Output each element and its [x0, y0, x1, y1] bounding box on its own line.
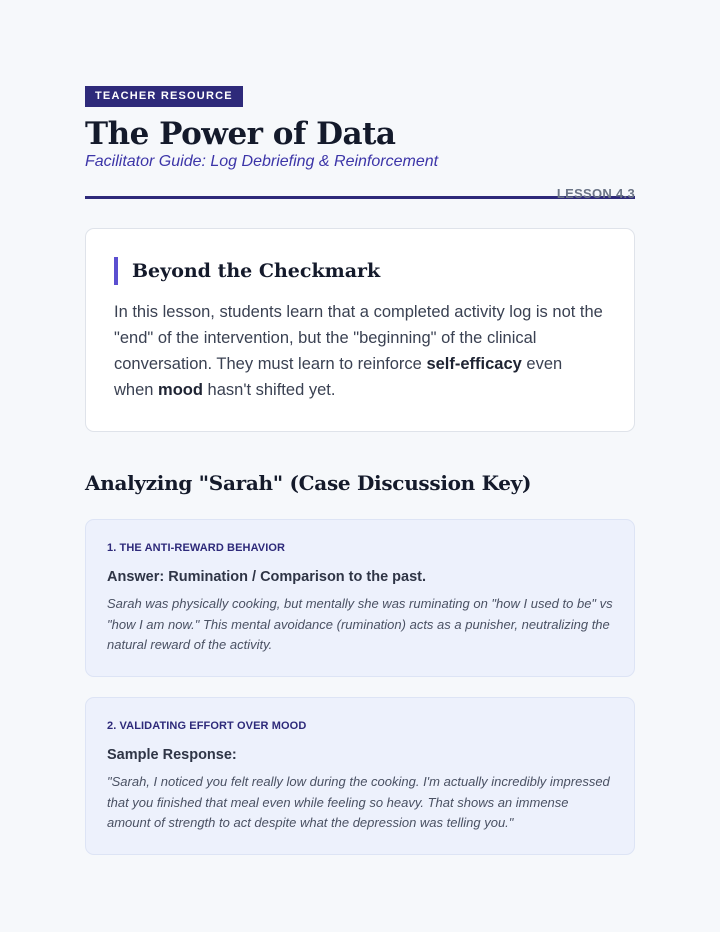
section-title: Analyzing "Sarah" (Case Discussion Key) — [85, 471, 532, 495]
card-label: 2. VALIDATING EFFORT OVER MOOD — [107, 720, 307, 732]
discussion-card-anti-reward — [85, 519, 635, 677]
resource-badge: TEACHER RESOURCE — [85, 86, 243, 107]
intro-heading: Beyond the Checkmark — [114, 257, 606, 285]
header-divider — [85, 196, 635, 199]
card-sample-response: "Sarah, I noticed you felt really low during the cooking. I'm actually incredibly impressed that you finished that meal even while feeling so heavy. That shows an immense amount of strength to act despite what the depression was telling you." — [107, 774, 610, 830]
card-answer: Sample Response: — [107, 747, 237, 763]
card-explanation: Sarah was physically cooking, but mentally she was ruminating on "how I used to be" vs "how I am now." This mental avoidance (rumination) acts as a punisher, neutralizing the natural reward of the activity. — [107, 596, 613, 652]
page-subtitle: Facilitator Guide: Log Debriefing & Reinforcement — [85, 153, 439, 170]
intro-bold-self-efficacy: self-efficacy — [426, 355, 522, 373]
intro-text-part-2: even when — [114, 355, 563, 399]
intro-text — [114, 299, 606, 403]
intro-text-part-1: In this lesson, students learn that a completed activity log is not the "end" of the intervention, but the "beginning" of the clinical conversation. They must learn to reinforce — [114, 303, 603, 373]
page-title: The Power of Data — [85, 116, 396, 152]
page-header — [85, 116, 635, 201]
intro-text-part-3: hasn't shifted yet. — [202, 381, 336, 399]
document-page — [85, 86, 635, 855]
lesson-number: LESSON 4.3 — [556, 186, 635, 201]
intro-card — [85, 228, 635, 432]
intro-bold-mood: mood — [158, 381, 203, 399]
discussion-card-validating-effort — [85, 697, 635, 855]
card-label: 1. THE ANTI-REWARD BEHAVIOR — [107, 542, 286, 554]
card-answer: Answer: Rumination / Comparison to the past. — [107, 569, 427, 585]
